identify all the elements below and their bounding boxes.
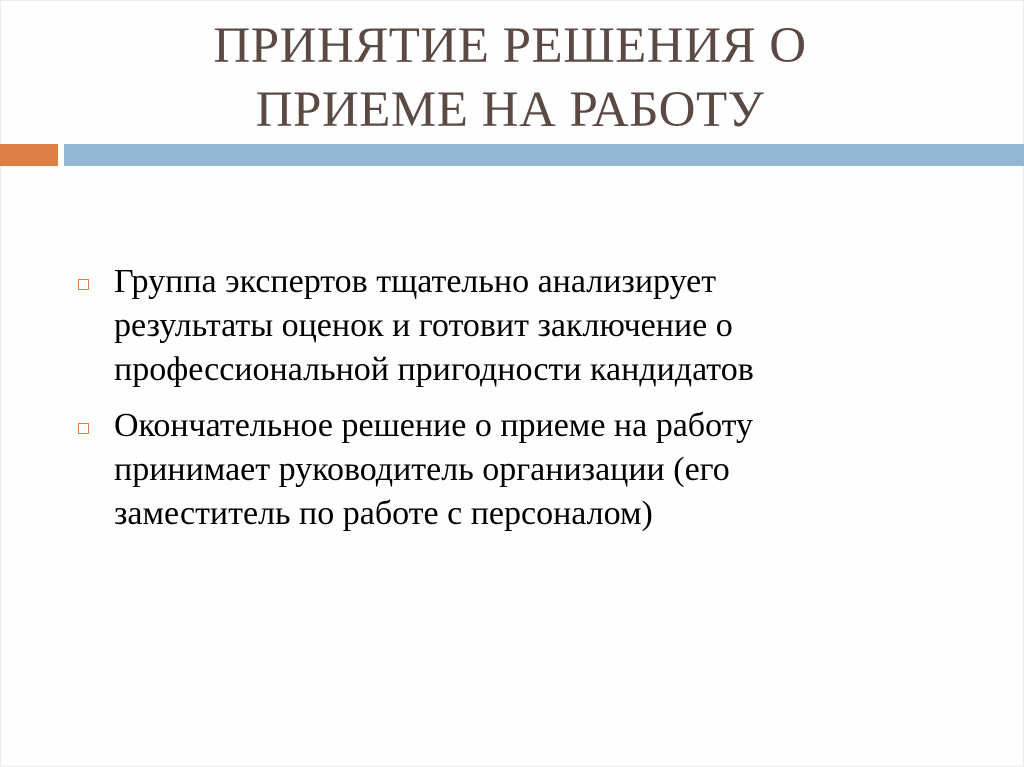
accent-bar <box>0 144 58 166</box>
bullet-list <box>78 260 938 548</box>
title-divider-bar <box>64 144 1024 166</box>
bullet-text <box>114 404 938 536</box>
bullet-text-line: результаты оценок и готовит заключение о <box>114 307 733 344</box>
bullet-text-line: принимает руководитель организации (его <box>114 451 730 488</box>
bullet-item <box>78 404 938 536</box>
bullet-text-line: заместитель по работе с персоналом) <box>114 495 653 532</box>
slide-title-line-1: ПРИНЯТИЕ РЕШЕНИЯ О <box>213 18 807 74</box>
slide-title <box>100 14 920 142</box>
bullet-text-line: Окончательное решение о приеме на работу <box>114 407 754 444</box>
bullet-text <box>114 260 938 392</box>
bullet-text-line: профессиональной пригодности кандидатов <box>114 351 754 388</box>
bullet-text-line: Группа экспертов тщательно анализирует <box>114 263 717 300</box>
hollow-square-icon <box>78 279 89 290</box>
bullet-item <box>78 260 938 392</box>
slide-title-line-2: ПРИЕМЕ НА РАБОТУ <box>255 82 765 138</box>
hollow-square-icon <box>78 423 89 434</box>
